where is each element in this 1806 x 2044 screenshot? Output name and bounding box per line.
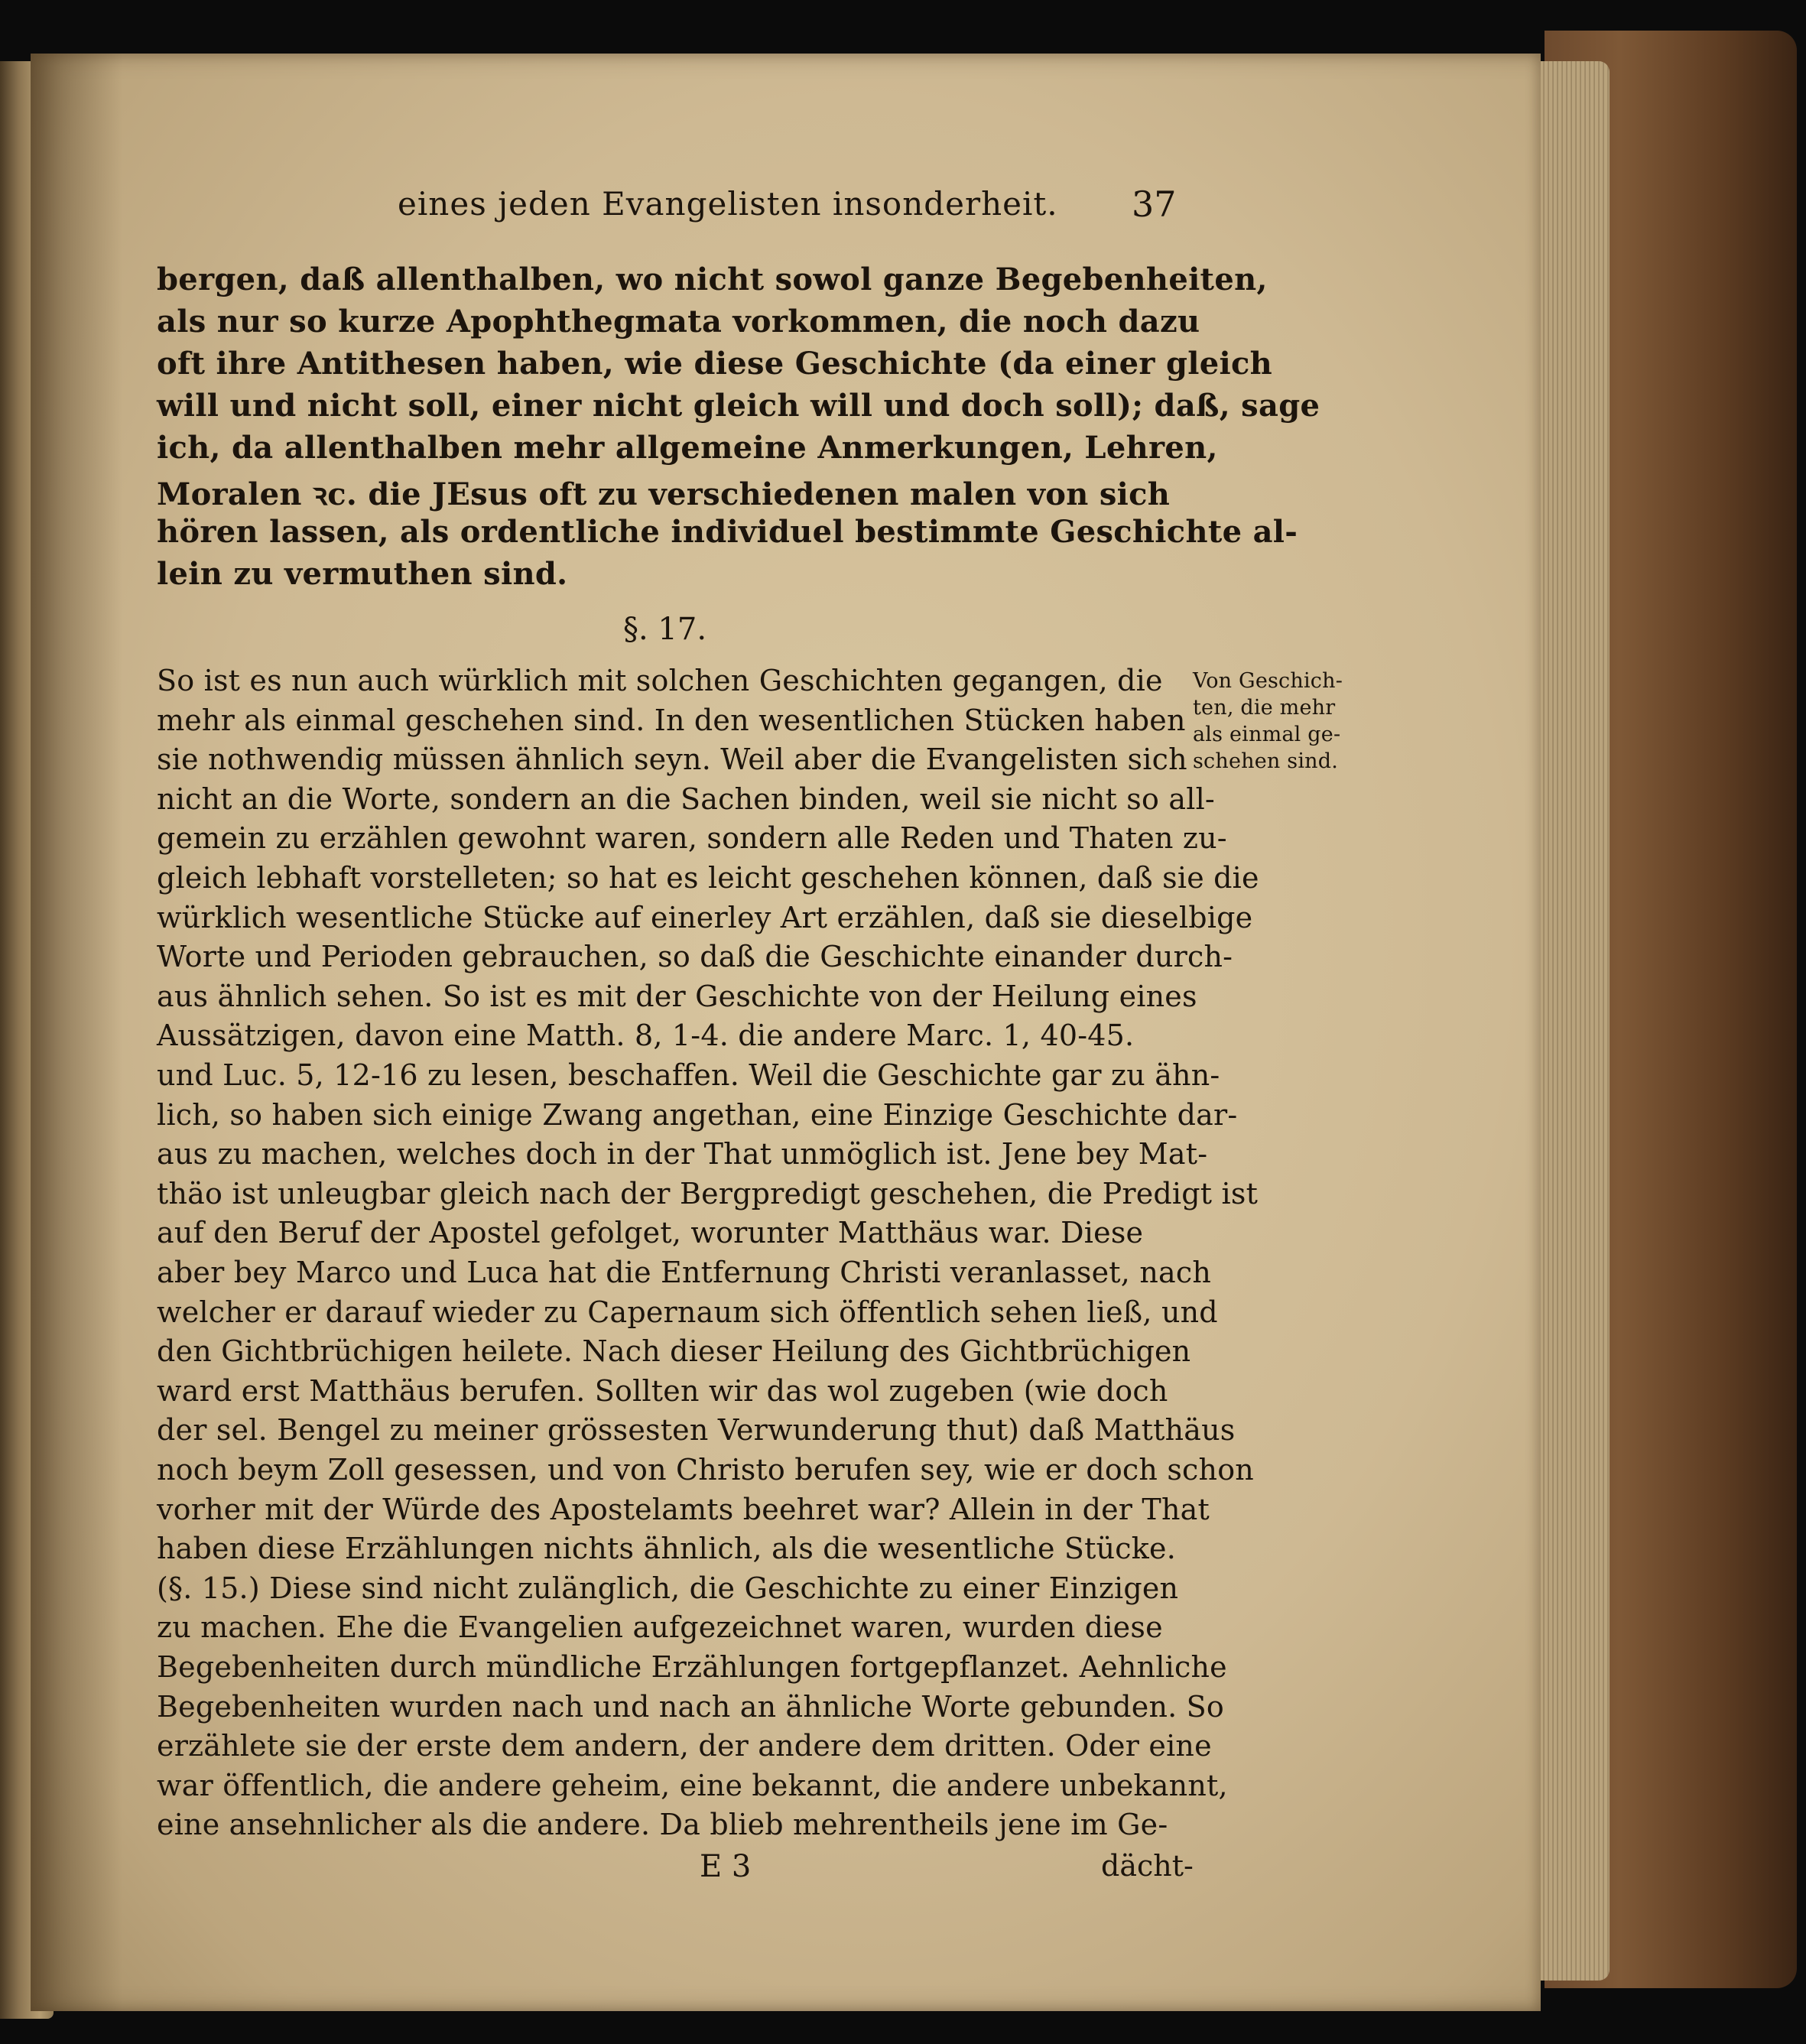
text-line: nicht an die Worte, sondern an die Sachen binden, weil sie nicht so all- [157,782,1215,816]
text-line: Begebenheiten durch mündliche Erzählungen fortgepflanzet. Aehnliche [157,1650,1227,1684]
text-line: oft ihre Antithesen haben, wie diese Geschichte (da einer gleich [157,346,1273,382]
text-line: lich, so haben sich einige Zwang angethan, eine Einzige Geschichte dar- [157,1097,1238,1132]
text-line: auf den Beruf der Apostel gefolget, worunter Matthäus war. Diese [157,1216,1144,1250]
text-line: haben diese Erzählungen nichts ähnlich, als die wesentliche Stücke. [157,1532,1176,1566]
running-head: eines jeden Evangelisten insonderheit. [398,185,1058,223]
text-line: Aussätzigen, davon eine Matth. 8, 1-4. die andere Marc. 1, 40-45. [157,1019,1135,1053]
text-line: will und nicht soll, einer nicht gleich will und doch soll); daß, sage [157,388,1320,424]
text-line: eine ansehnlicher als die andere. Da blieb mehrentheils jene im Ge- [157,1808,1168,1842]
margin-note-line: Von Geschich- [1193,669,1343,693]
text-line: gleich lebhaft vorstelleten; so hat es leicht geschehen können, daß sie die [157,861,1259,895]
text-line: ward erst Matthäus berufen. Sollten wir das wol zugeben (wie doch [157,1373,1168,1408]
text-line: gemein zu erzählen gewohnt waren, sondern alle Reden und Thaten zu- [157,821,1227,856]
page-number: 37 [1132,184,1177,225]
margin-note-line: ten, die mehr [1193,696,1336,720]
text-line: sie nothwendig müssen ähnlich seyn. Weil aber die Evangelisten sich [157,743,1187,777]
margin-note-line: schehen sind. [1193,749,1339,773]
text-line: Moralen ꝛc. die JEsus oft zu verschiedenen malen von sich [157,476,1171,512]
text-line: hören lassen, als ordentliche individuel bestimmte Geschichte al- [157,514,1298,550]
text-line: Begebenheiten wurden nach und nach an ähnliche Worte gebunden. So [157,1689,1224,1724]
text-line: ich, da allenthalben mehr allgemeine Anmerkungen, Lehren, [157,430,1218,466]
text-line: welcher er darauf wieder zu Capernaum sich öffentlich sehen ließ, und [157,1295,1218,1329]
text-line: mehr als einmal geschehen sind. In den wesentlichen Stücken haben [157,703,1186,737]
text-line: den Gichtbrüchigen heilete. Nach dieser Heilung des Gichtbrüchigen [157,1334,1191,1369]
text-line: lein zu vermuthen sind. [157,556,568,592]
text-line: vorher mit der Würde des Apostelamts beehret war? Allein in der That [157,1492,1210,1526]
section-heading: §. 17. [623,612,707,647]
text-line: aus ähnlich sehen. So ist es mit der Geschichte von der Heilung eines [157,979,1197,1013]
text-line: der sel. Bengel zu meiner grössesten Verwunderung thut) daß Matthäus [157,1413,1236,1448]
text-line: erzählete sie der erste dem andern, der andere dem dritten. Oder eine [157,1729,1212,1763]
signature-mark: E 3 [700,1849,752,1884]
text-line: Worte und Perioden gebrauchen, so daß die Geschichte einander durch- [157,940,1233,974]
text-line: und Luc. 5, 12-16 zu lesen, beschaffen. Weil die Geschichte gar zu ähn- [157,1058,1220,1092]
gutter-shadow [31,54,122,2011]
text-line: So ist es nun auch würklich mit solchen Geschichten gegangen, die [157,664,1163,697]
text-line: würklich wesentliche Stücke auf einerley Art erzählen, daß sie dieselbige [157,900,1253,934]
catchword: dächt- [1101,1849,1194,1883]
text-line: zu machen. Ehe die Evangelien aufgezeichnet waren, wurden diese [157,1610,1163,1645]
text-line: (§. 15.) Diese sind nicht zulänglich, die Geschichte zu einer Einzigen [157,1571,1179,1605]
text-line: war öffentlich, die andere geheim, eine bekannt, die andere unbekannt, [157,1768,1228,1802]
text-line: aber bey Marco und Luca hat die Entfernung Christi veranlasset, nach [157,1256,1212,1289]
text-line: aus zu machen, welches doch in der That unmöglich ist. Jene bey Mat- [157,1137,1208,1171]
text-line: noch beym Zoll gesessen, und von Christo berufen sey, wie er doch schon [157,1453,1254,1487]
text-line: als nur so kurze Apophthegmata vorkommen, die noch dazu [157,304,1200,340]
margin-note-line: als einmal ge- [1193,723,1341,746]
text-line: thäo ist unleugbar gleich nach der Bergpredigt geschehen, die Predigt ist [157,1176,1259,1210]
text-line: bergen, daß allenthalben, wo nicht sowol ganze Begebenheiten, [157,262,1268,297]
